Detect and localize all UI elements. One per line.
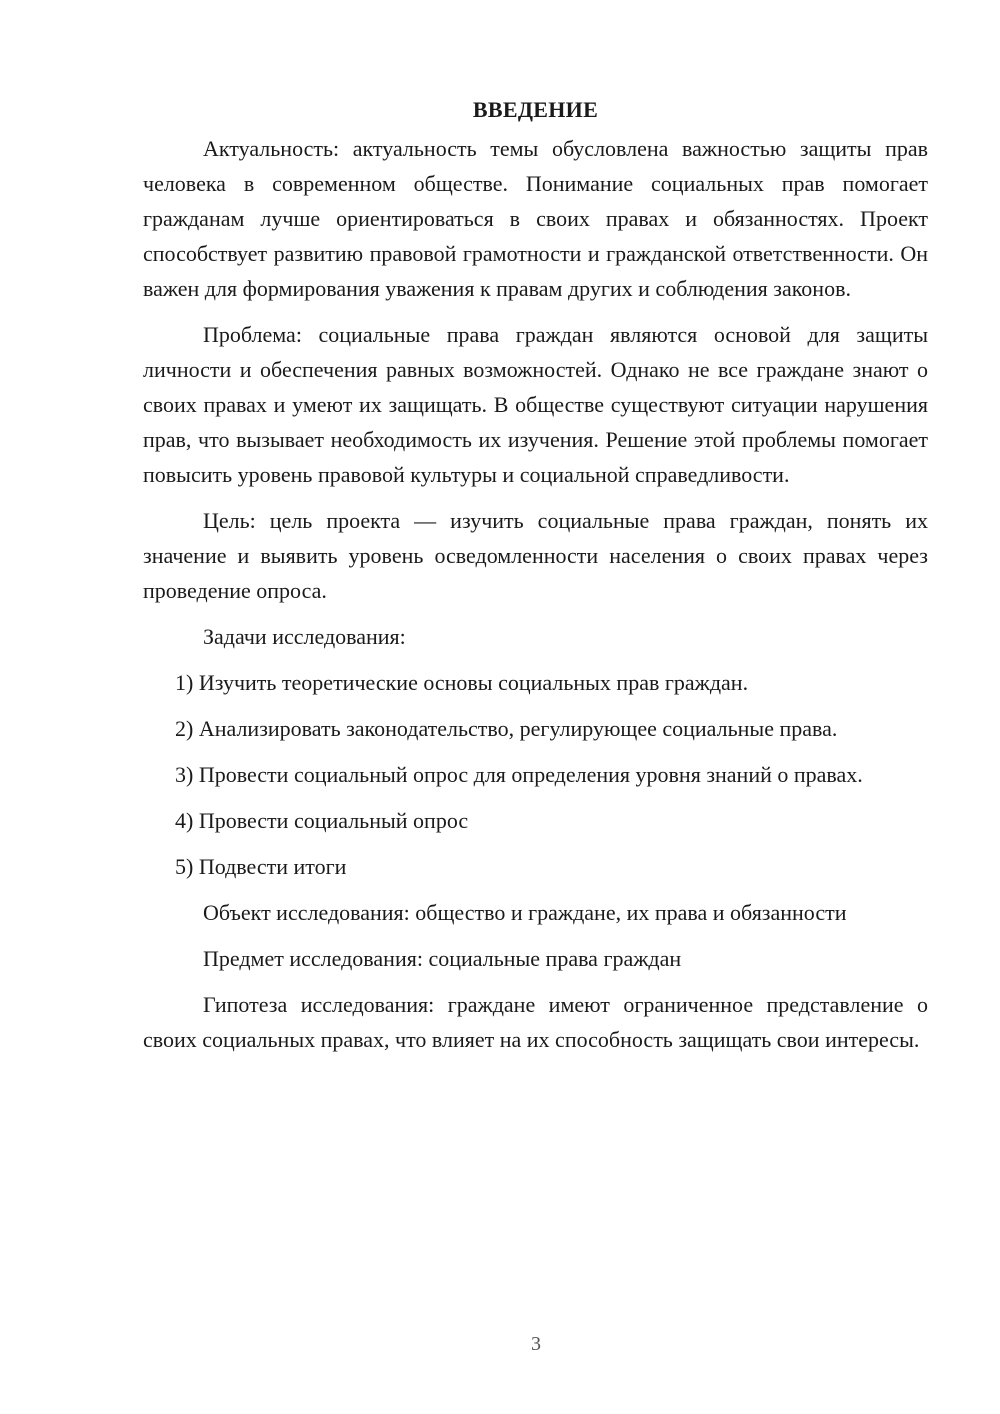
subject-paragraph: Предмет исследования: социальные права граждан <box>203 946 682 971</box>
document-body <box>143 92 928 1068</box>
relevance-paragraph: Актуальность: актуальность темы обусловлена важностью защиты прав человека в современном обществе. Понимание социальных прав помогает гражданам лучше ориентироваться в своих правах и обязанностях. Проект способствует развитию правовой грамотности и гражданской ответственности. Он важен для формирования уважения к правам других и соблюдения законов. <box>143 136 928 301</box>
object-paragraph: Объект исследования: общество и граждане, их права и обязанности <box>203 900 847 925</box>
task-item-2: 2) Анализировать законодательство, регулирующее социальные права. <box>175 716 838 741</box>
task-item-1: 1) Изучить теоретические основы социальных прав граждан. <box>175 670 749 695</box>
problem-paragraph: Проблема: социальные права граждан являются основой для защиты личности и обеспечения равных возможностей. Однако не все граждане знают о своих правах и умеют их защищать. В обществе существуют ситуации нарушения прав, что вызывает необходимость их изучения. Решение этой проблемы помогает повысить уровень правовой культуры и социальной справедливости. <box>143 322 928 487</box>
page-number: 3 <box>531 1333 541 1355</box>
goal-paragraph: Цель: цель проекта — изучить социальные права граждан, понять их значение и выявить уровень осведомленности населения о своих правах через проведение опроса. <box>143 508 928 603</box>
task-item-3: 3) Провести социальный опрос для определения уровня знаний о правах. <box>175 762 863 787</box>
tasks-title: Задачи исследования: <box>203 624 406 649</box>
task-item-5: 5) Подвести итоги <box>175 854 347 879</box>
hypothesis-paragraph: Гипотеза исследования: граждане имеют ограниченное представление о своих социальных правах, что влияет на их способность защищать свои интересы. <box>143 992 928 1052</box>
section-heading: ВВЕДЕНИЕ <box>472 97 599 122</box>
task-item-4: 4) Провести социальный опрос <box>175 808 469 833</box>
